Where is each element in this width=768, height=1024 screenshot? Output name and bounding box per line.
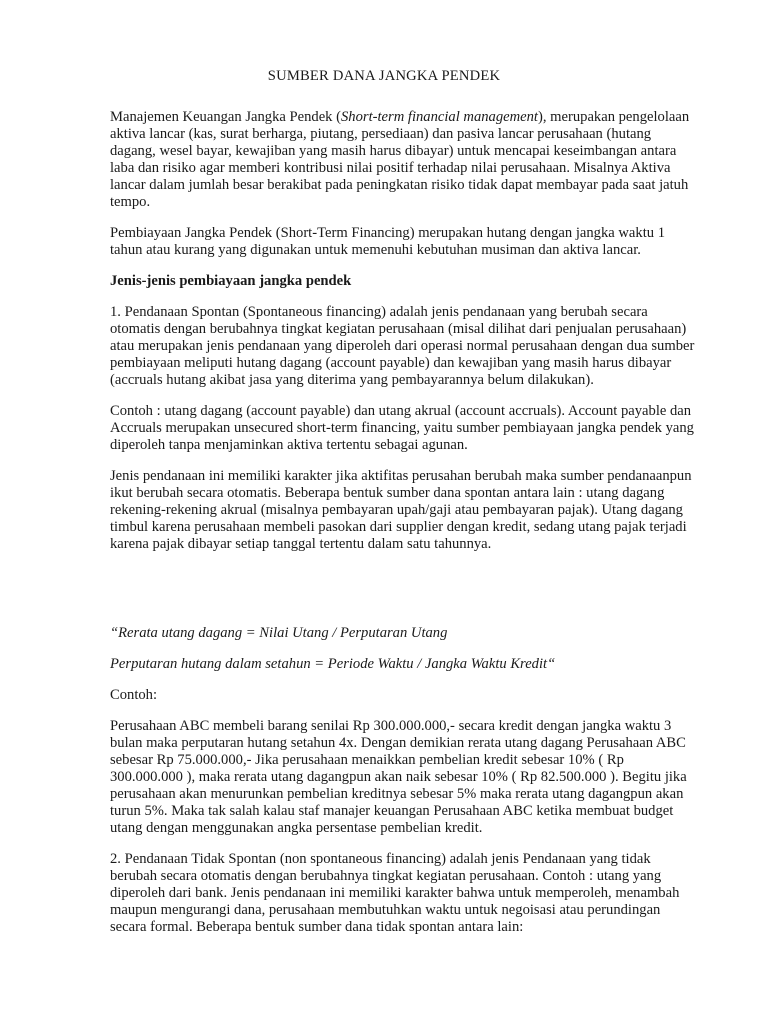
formula-payable-turnover: Perputaran hutang dalam setahun = Periode Waktu / Jangka Waktu Kredit“ — [110, 656, 556, 672]
example-accounts-paragraph: Contoh : utang dagang (account payable) dan utang akrual (account accruals). Account payable dan Accruals merupakan unsecured short-term financing, yaitu sumber pembiayaan jangka pendek yang diperoleh tanpa menjaminkan aktiva tertentu sebagai agunan. — [110, 403, 694, 453]
intro-italic-term: Short-term financial management — [341, 109, 538, 125]
intro-text-before: Manajemen Keuangan Jangka Pendek ( — [110, 109, 341, 125]
example-abc-paragraph: Perusahaan ABC membeli barang senilai Rp 300.000.000,- secara kredit dengan jangka waktu 3 bulan maka perputaran hutang setahun 4x. Dengan demikian rerata utang dagang Perusahaan ABC sebesar Rp 75.000.000,- Jika perusahaan menaikkan pembelian kredit sebesar 10% ( Rp 300.000.000 ), maka rerata utang dagangpun akan naik sebesar 10% ( Rp 82.500.000 ). Begitu jika perusahaan akan menurunkan pembelian kreditnya sebesar 5% maka rerata utang dagangpun akan turun 5%. Maka tak salah kalau staf manajer keuangan Perusahaan ABC ketika membuat budget utang dengan menggunakan angka persentase pembelian kredit. — [110, 718, 687, 836]
characteristics-paragraph: Jenis pendanaan ini memiliki karakter jika aktifitas perusahan berubah maka sumber pendanaanpun ikut berubah secara otomatis. Beberapa bentuk sumber dana spontan antara lain : utang dagang rekening-rekening akrual (misalnya pembayaran upah/gaji atau pembayaran pajak). Utang dagang timbul karena perusahaan membeli pasokan dari supplier dengan kredit, sedang utang pajak terjadi karena pajak dibayar setiap tanggal tertentu dalam satu tahunnya. — [110, 468, 692, 552]
document-body — [110, 109, 700, 950]
example-label: Contoh: — [110, 687, 158, 703]
financing-definition-paragraph: Pembiayaan Jangka Pendek (Short-Term Financing) merupakan hutang dengan jangka waktu 1 tahun atau kurang yang digunakan untuk memenuhi kebutuhan musiman dan aktiva lancar. — [110, 225, 666, 258]
intro-paragraph — [110, 109, 700, 211]
document-title: SUMBER DANA JANGKA PENDEK — [267, 68, 501, 84]
types-heading: Jenis-jenis pembiayaan jangka pendek — [110, 273, 352, 289]
intro-text-after: ), merupakan pengelolaan aktiva lancar (kas, surat berharga, piutang, persediaan) dan pasiva lancar perusahaan (hutang dagang, wesel bayar, kewajiban yang masih harus dibayar) untuk mencapai keseimbangan antara laba dan risiko agar memberi kontribusi nilai positif terhadap nilai perusahaan. Misalnya Aktiva lancar dalam jumlah besar berakibat pada peningkatan risiko tidak dapat membayar pada saat jatuh tempo. — [110, 109, 690, 210]
formula-average-payable: “Rerata utang dagang = Nilai Utang / Perputaran Utang — [110, 625, 448, 641]
spontaneous-financing-paragraph: 1. Pendanaan Spontan (Spontaneous financing) adalah jenis pendanaan yang berubah secara otomatis dengan berubahnya tingkat kegiatan perusahaan (misal dilihat dari penjualan perusahaan) atau merupakan jenis pendanaan yang diperoleh dari operasi normal perusahaan dengan dua sumber pembiayaan meliputi hutang dagang (account payable) dan kewajiban yang masih harus dibayar (accruals hutang akibat jasa yang diterima yang pembayarannya belum dilakukan). — [110, 304, 695, 388]
non-spontaneous-paragraph: 2. Pendanaan Tidak Spontan (non spontaneous financing) adalah jenis Pendanaan yang tidak berubah secara otomatis dengan berubahnya tingkat kegiatan perusahaan. Contoh : utang yang diperoleh dari bank. Jenis pendanaan ini memiliki karakter bahwa untuk memperoleh, menambah maupun mengurangi dana, perusahaan membutuhkan waktu untuk negoisasi atau perundingan secara formal. Beberapa bentuk sumber dana tidak spontan antara lain: — [110, 851, 680, 935]
section-spacer — [110, 567, 700, 625]
